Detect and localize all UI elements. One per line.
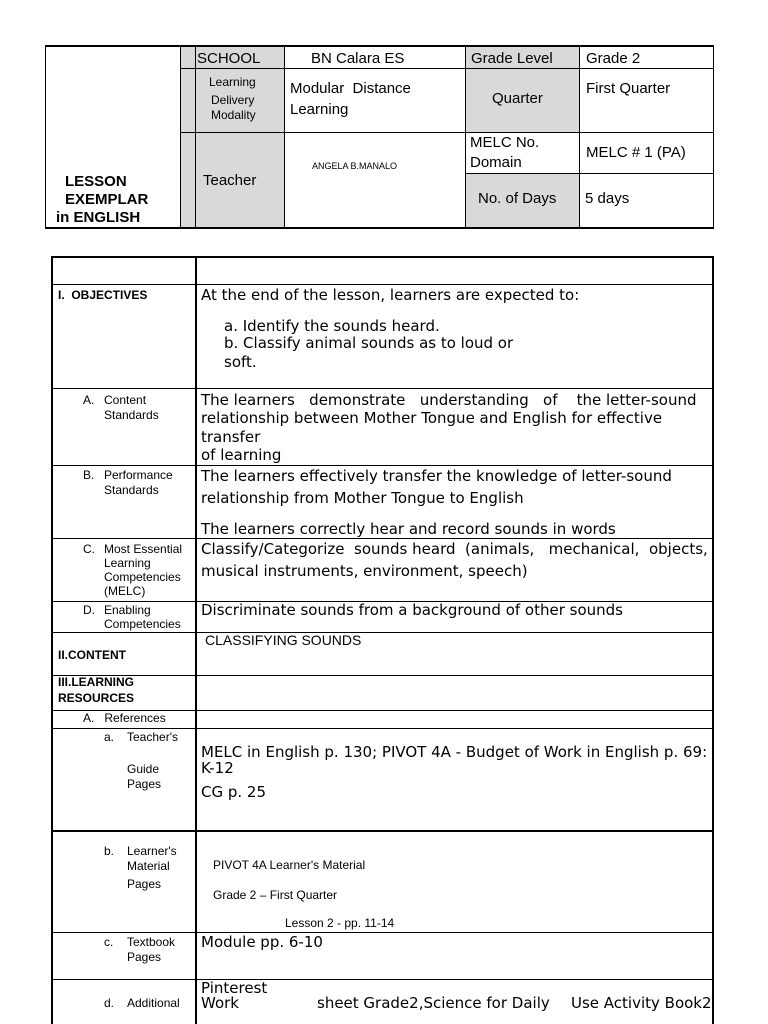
days-label: No. of Days bbox=[478, 190, 557, 207]
additional-text-4: Use Activity Book2 bbox=[571, 994, 712, 1012]
enabling-letter: D. bbox=[83, 603, 95, 617]
learners-material-label-1: Learner's bbox=[127, 844, 177, 858]
modality-value-1: Modular Distance bbox=[290, 80, 411, 97]
melc-label-2: Domain bbox=[470, 154, 522, 171]
additional-text-2: Work bbox=[201, 994, 239, 1012]
melc-label-1: MELC No. bbox=[470, 134, 540, 151]
content-standards-text-3: transfer bbox=[201, 428, 261, 446]
teacher-value: ANGELA B.MANALO bbox=[312, 161, 398, 171]
lesson-title-line-1: LESSON bbox=[65, 173, 127, 190]
performance-standards-text-3: The learners correctly hear and record sounds in words bbox=[201, 520, 616, 538]
melc-label-2: Learning bbox=[104, 556, 151, 570]
modality-label-1: Learning bbox=[209, 75, 256, 89]
performance-standards-label-2: Standards bbox=[104, 483, 159, 497]
teachers-guide-letter: a. bbox=[104, 730, 115, 744]
teachers-guide-text-1: MELC in English p. 130; PIVOT 4A - Budget of Work in English p. 69: bbox=[201, 743, 708, 761]
performance-standards-letter: B. bbox=[83, 468, 95, 482]
modality-label-2: Delivery bbox=[211, 93, 255, 107]
lesson-title-line-2: EXEMPLAR bbox=[65, 191, 149, 208]
content-standards-text-1: The learners demonstrate understanding of the letter-sound bbox=[201, 391, 697, 409]
lesson-title-line-3: in ENGLISH bbox=[56, 209, 141, 226]
teachers-guide-label-3: Pages bbox=[127, 777, 162, 791]
textbook-letter: c. bbox=[104, 935, 114, 949]
performance-standards-text-1: The learners effectively transfer the knowledge of letter-sound bbox=[201, 467, 672, 485]
modality-value-2: Learning bbox=[290, 101, 349, 118]
content-text: CLASSIFYING SOUNDS bbox=[205, 632, 362, 648]
learning-resources-label-2: RESOURCES bbox=[58, 691, 135, 705]
days-value: 5 days bbox=[585, 190, 630, 207]
content-standards-label-2: Standards bbox=[104, 408, 159, 422]
quarter-value: First Quarter bbox=[586, 80, 671, 97]
teacher-label: Teacher bbox=[203, 172, 257, 189]
grade-level-value: Grade 2 bbox=[586, 50, 641, 67]
melc-text-2: musical instruments, environment, speech) bbox=[201, 562, 528, 580]
melc-text-1: Classify/Categorize sounds heard (animals, mechanical, objects, bbox=[201, 540, 708, 558]
grade-level-label: Grade Level bbox=[471, 50, 553, 67]
additional-text-1: Pinterest bbox=[201, 979, 268, 997]
melc-letter: C. bbox=[83, 542, 95, 556]
textbook-label-1: Textbook bbox=[127, 935, 176, 949]
enabling-text: Discriminate sounds from a background of other sounds bbox=[201, 601, 623, 619]
melc-label-4: (MELC) bbox=[104, 584, 146, 598]
teachers-guide-text-2: K-12 bbox=[201, 759, 234, 777]
modality-label-3: Modality bbox=[211, 108, 256, 122]
teachers-guide-label-1: Teacher's bbox=[127, 730, 178, 744]
melc-label-3: Competencies bbox=[104, 570, 181, 584]
textbook-text: Module pp. 6-10 bbox=[201, 933, 323, 951]
teachers-guide-label-2: Guide bbox=[127, 762, 160, 776]
performance-standards-text-2: relationship from Mother Tongue to English bbox=[201, 489, 524, 507]
references-label: A. References bbox=[83, 711, 166, 725]
learners-material-label-2: Material bbox=[127, 859, 170, 873]
enabling-label-2: Competencies bbox=[104, 617, 181, 631]
content-standards-text-2: relationship between Mother Tongue and English for effective bbox=[201, 409, 663, 427]
teachers-guide-text-3: CG p. 25 bbox=[201, 783, 267, 801]
objective-item-b-cont: soft. bbox=[224, 353, 257, 371]
learners-material-letter: b. bbox=[104, 844, 115, 858]
content-standards-letter: A. bbox=[83, 393, 95, 407]
learning-resources-label-1: III.LEARNING bbox=[58, 675, 135, 689]
textbook-label-2: Pages bbox=[127, 950, 162, 964]
learners-material-text-2: Grade 2 – First Quarter bbox=[213, 888, 338, 902]
content-standards-label-1: Content bbox=[104, 393, 147, 407]
objective-item-b: b. Classify animal sounds as to loud or bbox=[224, 334, 514, 352]
school-value: BN Calara ES bbox=[311, 50, 405, 67]
additional-text-3: sheet Grade2,Science for Daily bbox=[317, 994, 550, 1012]
melc-value: MELC # 1 (PA) bbox=[586, 144, 686, 161]
performance-standards-label-1: Performance bbox=[104, 468, 173, 482]
quarter-label: Quarter bbox=[492, 90, 543, 107]
content-label: II.CONTENT bbox=[58, 648, 126, 662]
learners-material-text-1: PIVOT 4A Learner's Material bbox=[213, 858, 366, 872]
objective-item-a: a. Identify the sounds heard. bbox=[224, 317, 440, 335]
objectives-label: I. OBJECTIVES bbox=[58, 288, 148, 302]
learners-material-text-3: Lesson 2 - pp. 11-14 bbox=[285, 916, 395, 930]
enabling-label-1: Enabling bbox=[104, 603, 151, 617]
melc-label-1: Most Essential bbox=[104, 542, 183, 556]
school-label: SCHOOL bbox=[197, 50, 261, 67]
content-standards-text-4: of learning bbox=[201, 446, 282, 464]
additional-letter: d. bbox=[104, 996, 115, 1010]
learners-material-label-3: Pages bbox=[127, 877, 162, 891]
objectives-intro: At the end of the lesson, learners are expected to: bbox=[201, 286, 580, 304]
additional-label: Additional bbox=[127, 996, 180, 1010]
